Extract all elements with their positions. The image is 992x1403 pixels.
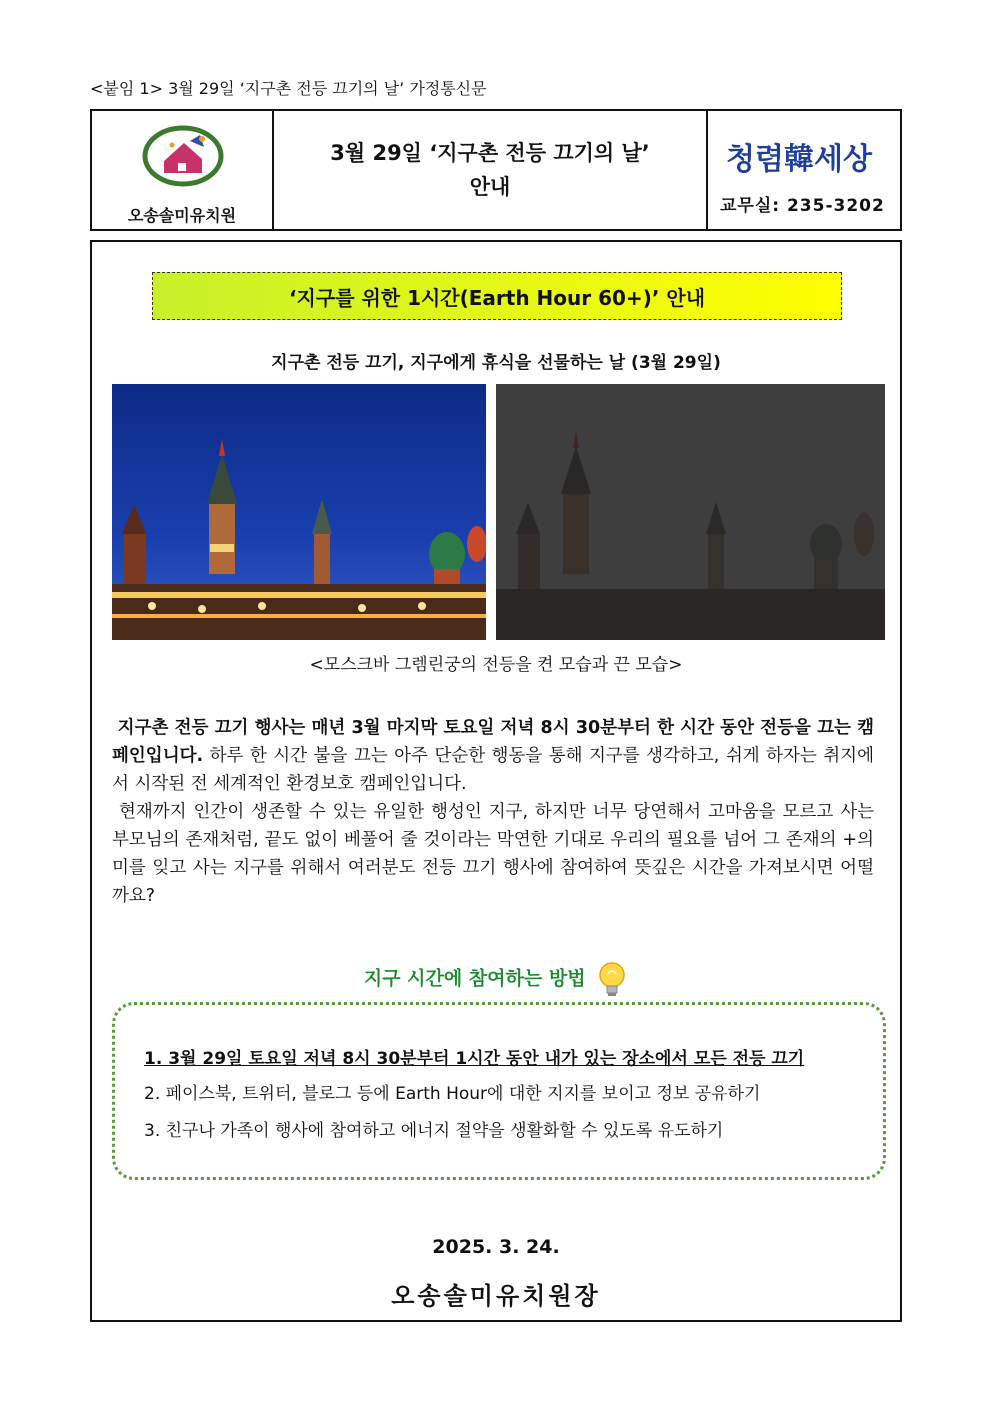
intro-bold-text: 지구촌 전등 끄기 행사는 매년 3월 마지막 토요일 저녁 8시 30분부터 한 시간 동안 전등을 끄는 캠페인입니다.: [112, 718, 874, 766]
title-cell: [274, 111, 708, 229]
photo-caption: <모스크바 그렘린궁의 전등을 켠 모습과 끈 모습>: [309, 655, 683, 675]
school-name: 오송솔미유치원: [127, 206, 237, 225]
integrity-logo-text: 청렴韓세상: [726, 142, 872, 177]
signature: 오송솔미유치원장: [391, 1282, 601, 1310]
integrity-logo: [726, 133, 886, 181]
kremlin-lights-on-photo: [112, 384, 486, 640]
body-paragraph: [112, 798, 874, 910]
method-item-3: 3. 친구나 가족이 행사에 참여하고 에너지 절약을 생활화할 수 있도록 유도하기: [144, 1121, 724, 1141]
kremlin-lights-off-photo: [496, 384, 885, 640]
method-item-2: 2. 페이스북, 트위터, 블로그 등에 Earth Hour에 대한 지지를 보이고 정보 공유하기: [144, 1084, 761, 1104]
attachment-line: <붙임 1> 3월 29일 ‘지구촌 전등 끄기의 날’ 가정통신문: [90, 79, 487, 98]
school-logo-icon: [142, 125, 224, 187]
lightbulb-icon: [596, 960, 628, 998]
method-item-1: 1. 3월 29일 토요일 저녁 8시 30분부터 1시간 동안 내가 있는 장소에서 모든 전등 끄기: [144, 1049, 805, 1069]
intro-paragraph: [112, 714, 874, 798]
body-text: 현재까지 인간이 생존할 수 있는 유일한 행성인 지구, 하지만 너무 당연해서 고마움을 모르고 사는 부모님의 존재처럼, 끝도 없이 베풀어 줄 것이라는 막연한 기대로 우리의 필요를 넘어 그 존재의 +의미를 잊고 사는 지구를 위해서 여러분도 전등 끄기 행사에 참여하여 뜻깊은 시간을 가져보시면 어떨까요?: [112, 802, 874, 906]
subtitle: 지구촌 전등 끄기, 지구에게 휴식을 선물하는 날 (3월 29일): [271, 353, 721, 373]
brand-cell: [708, 111, 900, 229]
issue-date: 2025. 3. 24.: [432, 1236, 560, 1258]
method-heading: [90, 960, 902, 998]
method-heading-text: 지구 시간에 참여하는 방법: [363, 967, 586, 990]
header-table: [90, 109, 902, 231]
intro-rest-text: 하루 한 시간 불을 끄는 아주 단순한 행동을 통해 지구를 생각하고, 쉬게 하자는 취지에서 시작된 전 세계적인 환경보호 캠페인입니다.: [112, 746, 874, 794]
school-cell: [92, 111, 274, 229]
office-phone: 교무실: 235-3202: [720, 196, 885, 216]
banner-title: ‘지구를 위한 1시간(Earth Hour 60+)’ 안내: [152, 272, 842, 320]
doc-title-line1: 3월 29일 ‘지구촌 전등 끄기의 날’: [330, 141, 650, 165]
doc-title-line2: 안내: [469, 175, 511, 199]
